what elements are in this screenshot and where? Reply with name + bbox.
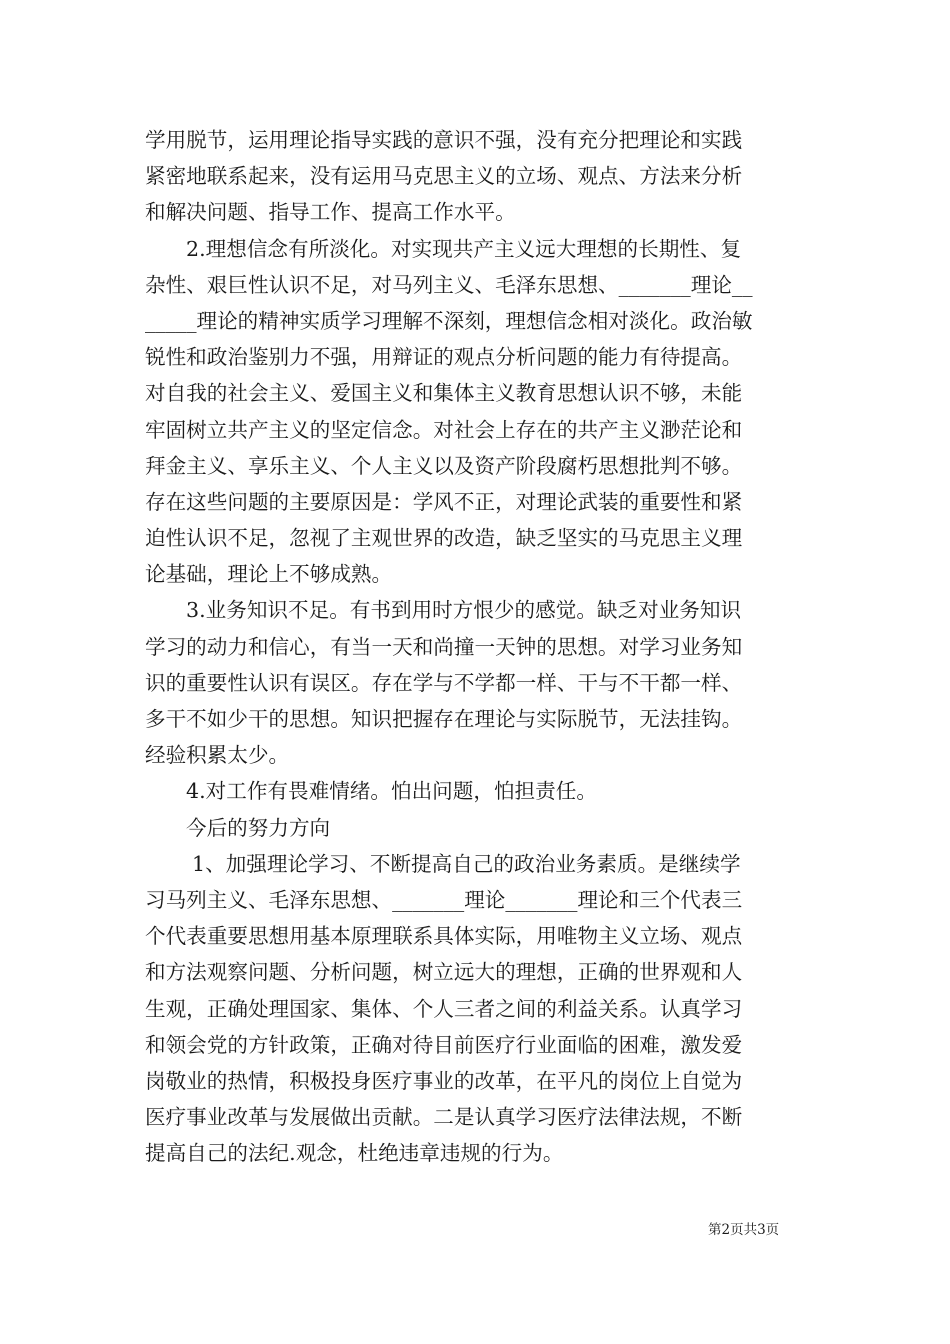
paragraph-start-line: 1、加强理论学习、不断提高自己的政治业务素质。是继续学 <box>192 851 741 876</box>
text-line: 论基础，理论上不够成熟。 <box>145 562 393 587</box>
document-body <box>145 122 811 1171</box>
text-line: 锐性和政治鉴别力不强，用辩证的观点分析问题的能力有待提高。 <box>145 345 743 370</box>
text-line: 个代表重要思想用基本原理联系具体实际，用唯物主义立场、观点 <box>145 924 743 949</box>
text-line: 学用脱节，运用理论指导实践的意识不强，没有充分把理论和实践 <box>145 128 743 152</box>
text-line: 存在这些问题的主要原因是：学风不正，对理论武装的重要性和紧 <box>145 489 743 514</box>
text-line: 杂性、艰巨性认识不足，对马列主义、毛泽东思想、_______理论__ <box>145 272 753 297</box>
text-line: 经验积累太少。 <box>145 743 290 768</box>
text-line: 和方法观察问题、分析问题，树立远大的理想，正确的世界观和人 <box>145 960 743 985</box>
text-line: 对自我的社会主义、爱国主义和集体主义教育思想认识不够，未能 <box>145 381 743 406</box>
text-line: 牢固树立共产主义的坚定信念。对社会上存在的共产主义渺茫论和 <box>145 417 743 442</box>
text-line: 医疗事业改革与发展做出贡献。二是认真学习医疗法律法规，不断 <box>145 1105 743 1130</box>
text-line: 迫性认识不足，忽视了主观世界的改造，缺乏坚实的马克思主义理 <box>145 526 743 551</box>
text-line: 和解决问题、指导工作、提高工作水平。 <box>145 200 516 225</box>
text-line: 学习的动力和信心，有当一天和尚撞一天钟的思想。对学习业务知 <box>145 634 743 659</box>
paragraph-start-line: 4.对工作有畏难情绪。怕出问题，怕担责任。 <box>186 779 597 804</box>
text-line: 提高自己的法纪.观念，杜绝违章违规的行为。 <box>145 1141 564 1166</box>
page-number-footer: 第2页共3页 <box>708 1222 780 1238</box>
text-line: 紧密地联系起来，没有运用马克思主义的立场、观点、方法来分析 <box>145 164 743 189</box>
text-line: 和领会党的方针政策，正确对待目前医疗行业面临的困难，激发爱 <box>145 1032 743 1057</box>
text-line: 习马列主义、毛泽东思想、_______理论_______理论和三个代表三 <box>145 887 743 912</box>
text-line: 识的重要性认识有误区。存在学与不学都一样、干与不干都一样、 <box>145 670 743 695</box>
section-heading: 今后的努力方向 <box>186 815 331 840</box>
text-line: 生观，正确处理国家、集体、个人三者之间的利益关系。认真学习 <box>145 996 743 1021</box>
paragraph-start-line: 2.理想信念有所淡化。对实现共产主义远大理想的长期性、复 <box>186 236 742 261</box>
text-line: 多干不如少干的思想。知识把握存在理论与实际脱节，无法挂钩。 <box>145 707 743 731</box>
text-line: 拜金主义、享乐主义、个人主义以及资产阶段腐朽思想批判不够。 <box>145 453 743 478</box>
text-line: _____理论的精神实质学习理解不深刻，理想信念相对淡化。政治敏 <box>145 308 753 333</box>
paragraph-start-line: 3.业务知识不足。有书到用时方恨少的感觉。缺乏对业务知识 <box>186 598 742 623</box>
text-line: 岗敬业的热情，积极投身医疗事业的改革，在平凡的岗位上自觉为 <box>145 1068 743 1093</box>
